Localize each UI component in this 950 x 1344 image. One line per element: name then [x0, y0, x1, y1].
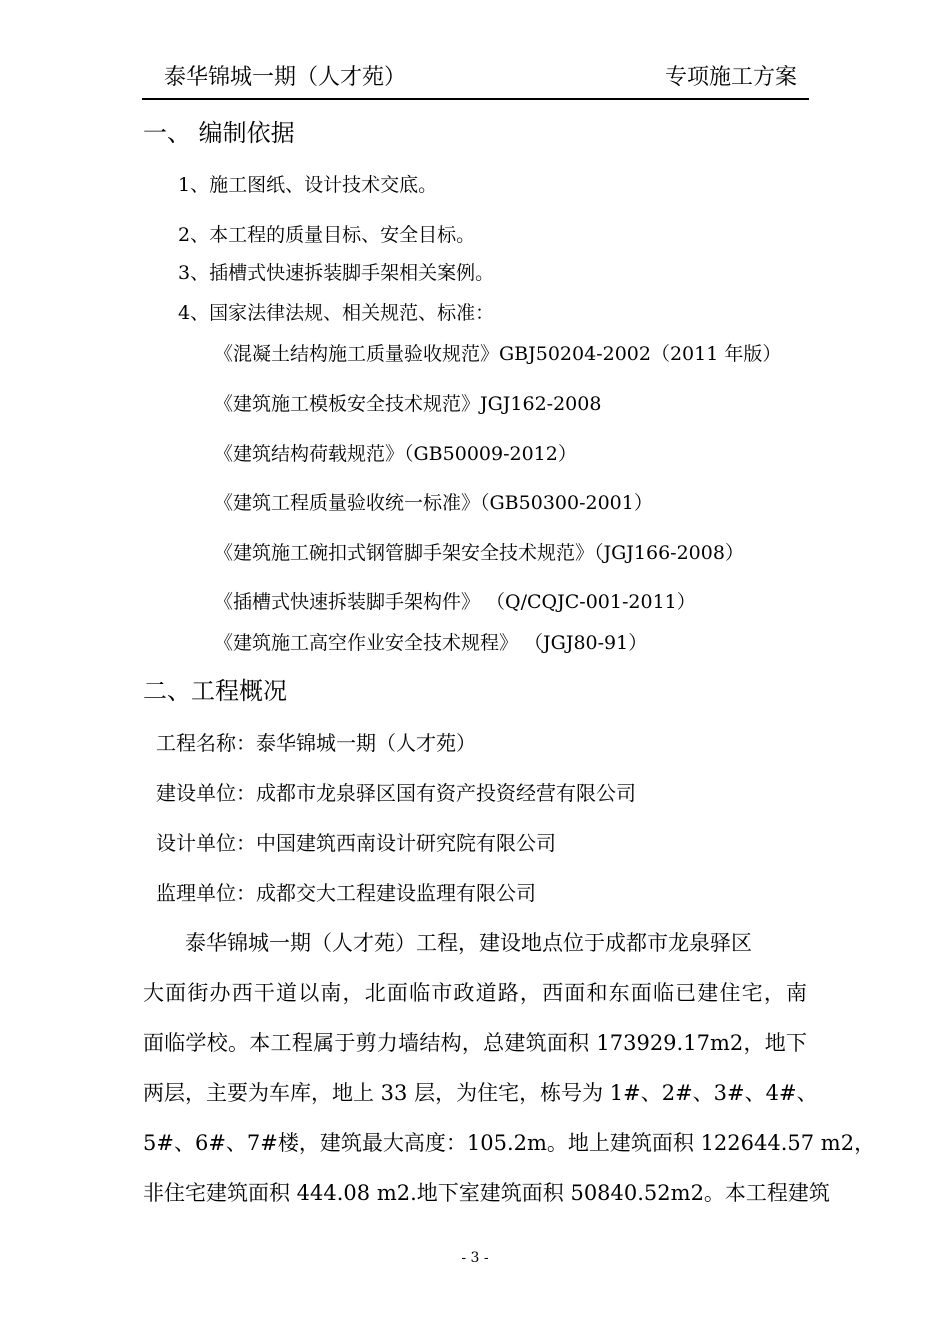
standard-item-2: 《建筑施工模板安全技术规范》JGJ162-2008 — [214, 393, 602, 415]
overview-line-5: 5#、6#、7#楼，建筑最大高度：105.2m。地上建筑面积 122644.57 m2， — [143, 1131, 876, 1155]
header-project-name: 泰华锦城一期（人才苑） — [164, 65, 407, 90]
standard-item-1: 《混凝土结构施工质量验收规范》GBJ50204-2002（2011 年版） — [214, 343, 782, 365]
basis-item-2: 2、本工程的质量目标、安全目标。 — [178, 224, 476, 246]
page-header — [142, 60, 809, 98]
standard-item-5: 《建筑施工碗扣式钢管脚手架安全技术规范》（JGJ166-2008） — [214, 542, 744, 564]
info-project-name: 工程名称：泰华锦城一期（人才苑） — [156, 731, 476, 755]
header-document-type: 专项施工方案 — [664, 65, 797, 90]
standard-item-3: 《建筑结构荷载规范》（GB50009-2012） — [214, 443, 577, 465]
overview-line-3: 面临学校。本工程属于剪力墙结构，总建筑面积 173929.17m2，地下 — [143, 1031, 807, 1055]
section-2-title: 二、工程概况 — [143, 677, 287, 705]
overview-line-4: 两层，主要为车库，地上 33 层，为住宅，栋号为 1#、2#、3#、4#、 — [143, 1081, 818, 1105]
overview-line-1: 泰华锦城一期（人才苑）工程，建设地点位于成都市龙泉驿区 — [185, 931, 752, 955]
info-client: 建设单位：成都市龙泉驿区国有资产投资经营有限公司 — [156, 781, 636, 805]
basis-item-4: 4、国家法律法规、相关规范、标准： — [178, 302, 495, 324]
page-number: - 3 - — [461, 1250, 489, 1266]
standard-item-7: 《建筑施工高空作业安全技术规程》 （JGJ80-91） — [214, 632, 648, 654]
overview-line-2: 大面街办西干道以南，北面临市政道路，西面和东面临已建住宅，南 — [143, 981, 807, 1005]
info-supervisor: 监理单位：成都交大工程建设监理有限公司 — [156, 881, 536, 905]
basis-item-3: 3、插槽式快速拆装脚手架相关案例。 — [178, 262, 495, 284]
basis-item-1: 1、施工图纸、设计技术交底。 — [178, 174, 438, 196]
info-designer: 设计单位：中国建筑西南设计研究院有限公司 — [156, 831, 556, 855]
standard-item-4: 《建筑工程质量验收统一标准》（GB50300-2001） — [214, 492, 653, 514]
section-1-title: 一、 编制依据 — [143, 119, 295, 147]
standard-item-6: 《插槽式快速拆装脚手架构件》 （Q/CQJC-001-2011） — [214, 591, 696, 613]
header-rule — [142, 98, 809, 100]
overview-line-6: 非住宅建筑面积 444.08 m2.地下室建筑面积 50840.52m2。本工程建筑 — [143, 1181, 830, 1205]
